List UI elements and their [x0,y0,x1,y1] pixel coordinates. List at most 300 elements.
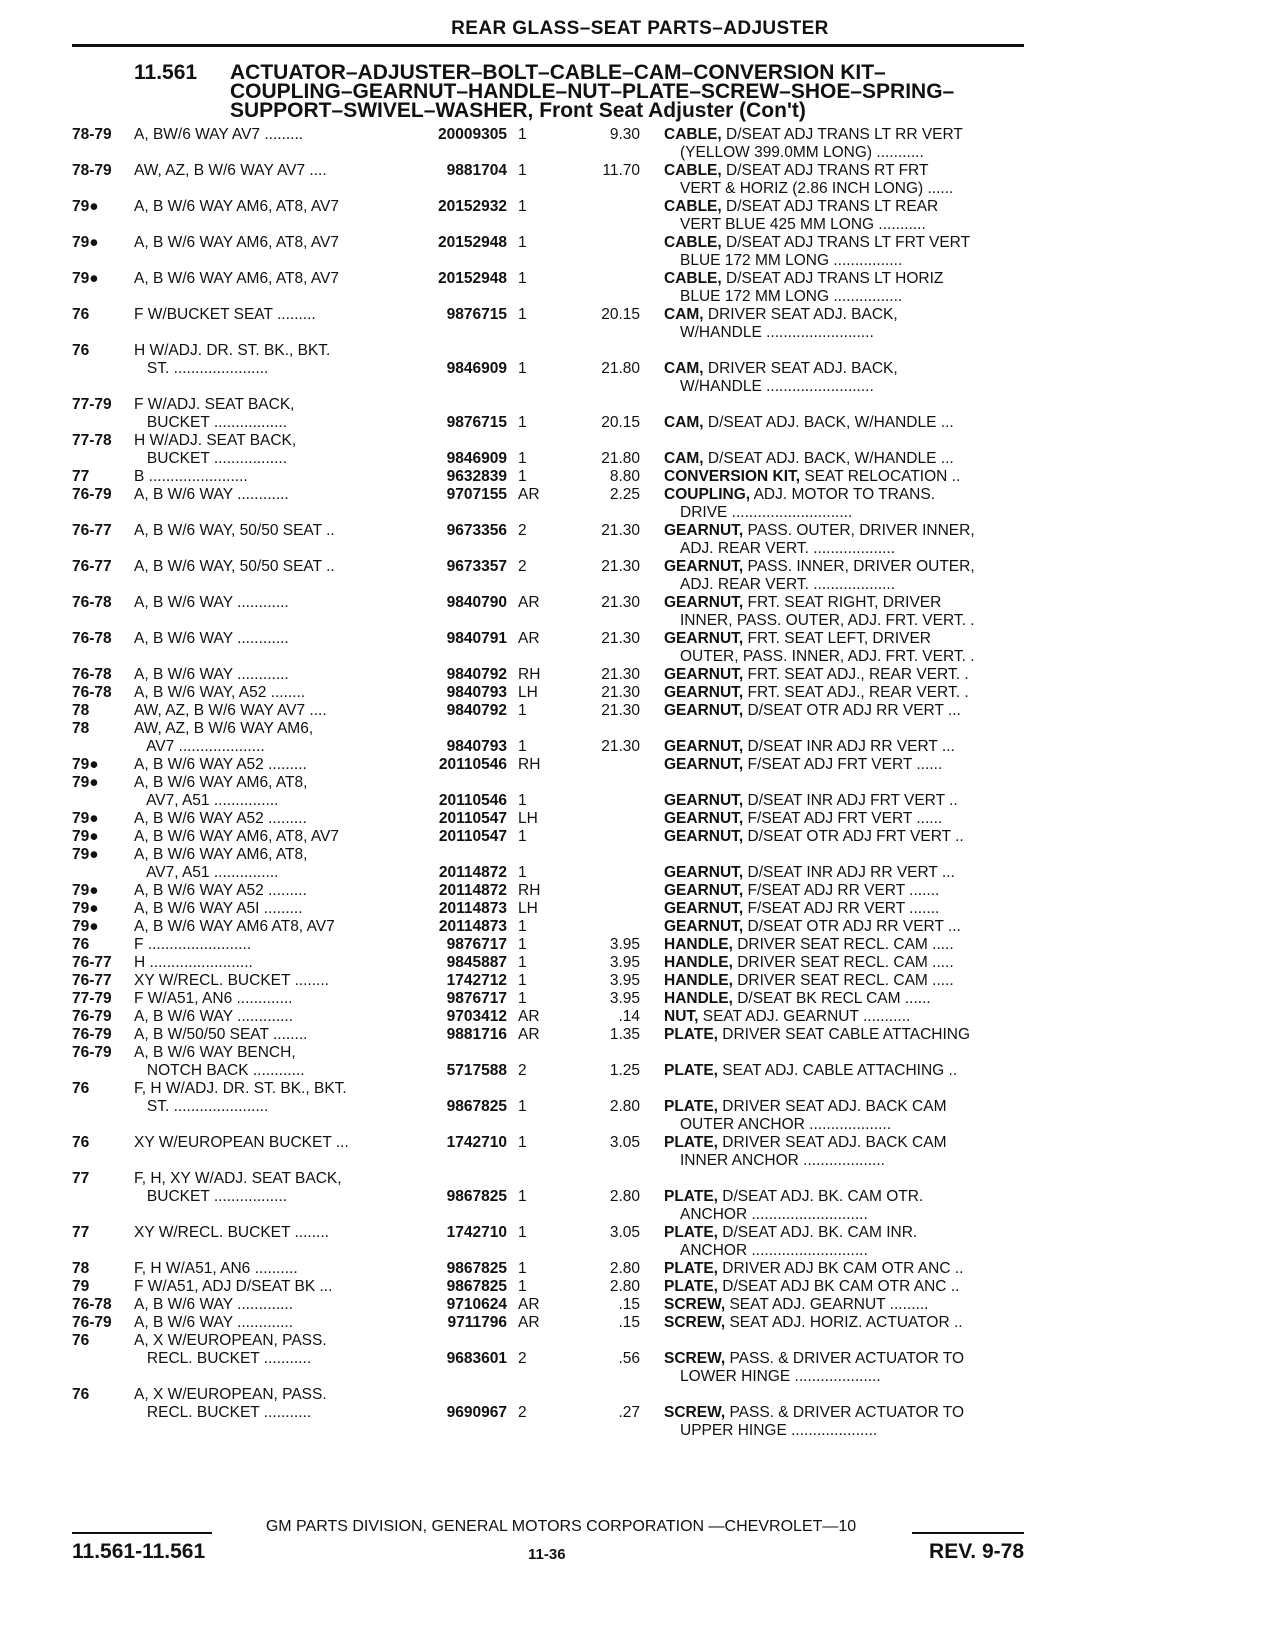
part-number: 9840793 [446,738,507,755]
model-application: H W/ADJ. DR. ST. BK., BKT. [134,342,331,359]
price: 1.25 [609,1062,640,1079]
price: 21.30 [601,558,640,575]
model-application: F, H W/ADJ. DR. ST. BK., BKT. [134,1080,347,1097]
model-year: 76 [72,1080,90,1097]
part-number: 9867825 [446,1188,507,1205]
part-name: CABLE, [664,234,722,251]
part-number: 20009305 [438,126,507,143]
model-year: 77-79 [72,396,112,413]
part-description-text: SEAT ADJ. GEARNUT ......... [725,1296,929,1313]
quantity: 1 [518,1224,527,1241]
part-number: 9840791 [446,630,507,647]
part-description-text: DRIVER SEAT RECL. CAM ..... [732,936,954,953]
part-number: 9876717 [446,936,507,953]
part-description-cont: UPPER HINGE .................... [680,1422,878,1439]
model-application-cont: AV7, A51 ............... [134,792,279,809]
part-description-text: DRIVER SEAT RECL. CAM ..... [732,972,954,989]
part-number: 20110547 [438,810,507,827]
part-description-text: D/SEAT ADJ TRANS LT RR VERT [721,126,963,143]
model-year: 78 [72,702,90,719]
part-description-text: F/SEAT ADJ FRT VERT ...... [743,756,943,773]
part-description [664,936,1026,955]
price: 20.15 [601,414,640,431]
table-row [0,828,1280,846]
part-description [664,1350,1026,1369]
quantity: 2 [518,1404,527,1421]
price: 2.80 [609,1260,640,1277]
section-number: 11.561 [134,61,198,84]
part-name: GEARNUT, [664,900,744,917]
model-application: F W/A51, AN6 ............. [134,990,293,1007]
price: .15 [618,1296,640,1313]
part-name: GEARNUT, [664,558,744,575]
model-year: 76-79 [72,1044,112,1061]
table-row [0,1026,1280,1044]
price: 8.80 [609,468,640,485]
table-row [0,666,1280,684]
model-year: 76-79 [72,1026,112,1043]
part-description-cont: INNER, PASS. OUTER, ADJ. FRT. VERT. . [680,612,975,629]
part-number: 9876715 [446,306,507,323]
part-number: 5717588 [446,1062,507,1079]
part-name: HANDLE, [664,936,733,953]
part-description-text: FRT. SEAT LEFT, DRIVER [743,630,931,647]
part-description-text: D/SEAT ADJ TRANS LT REAR [721,198,939,215]
table-row [0,558,1280,594]
quantity: 1 [518,1098,527,1115]
part-description-text: D/SEAT ADJ. BACK, W/HANDLE ... [703,414,954,431]
model-year: 76-77 [72,972,112,989]
part-number: 20114872 [438,864,507,881]
model-application: A, B W/6 WAY ............ [134,486,289,503]
quantity: LH [518,810,538,827]
part-name: GEARNUT, [664,756,744,773]
table-row [0,1044,1280,1080]
price: 21.30 [601,738,640,755]
model-application: A, B W/6 WAY AM6 AT8, AV7 [134,918,335,935]
part-number: 9846909 [446,450,507,467]
model-year: 78 [72,1260,90,1277]
price: 2.25 [609,486,640,503]
model-year: 79● [72,918,99,935]
part-description-text: DRIVER SEAT ADJ. BACK CAM [717,1134,947,1151]
model-application: A, X W/EUROPEAN, PASS. [134,1386,327,1403]
part-description [664,450,1026,469]
quantity: 1 [518,1188,527,1205]
part-description-text: F/SEAT ADJ RR VERT ....... [743,900,940,917]
model-application-cont: BUCKET ................. [134,1188,288,1205]
part-description-text: SEAT RELOCATION .. [800,468,961,485]
model-application-cont: AV7, A51 ............... [134,864,279,881]
quantity: 1 [518,360,527,377]
price: .27 [618,1404,640,1421]
model-application: F ........................ [134,936,252,953]
part-number: 20114872 [438,882,507,899]
quantity: 1 [518,738,527,755]
part-description [664,1134,1026,1153]
part-name: NUT, [664,1008,699,1025]
page-header-title: REAR GLASS–SEAT PARTS–ADJUSTER [451,18,829,39]
part-description [664,558,1026,577]
part-description-text: PASS. & DRIVER ACTUATOR TO [725,1350,965,1367]
part-description-text: SEAT ADJ. HORIZ. ACTUATOR .. [725,1314,963,1331]
part-description [664,1404,1026,1423]
part-name: PLATE, [664,1134,718,1151]
table-row [0,846,1280,882]
part-number: 20152948 [438,270,507,287]
part-number: 9881704 [446,162,507,179]
quantity: AR [518,1314,540,1331]
part-description [664,738,1026,757]
model-year: 79● [72,774,99,791]
table-row [0,1170,1280,1224]
model-application: H W/ADJ. SEAT BACK, [134,432,297,449]
quantity: 1 [518,1134,527,1151]
part-name: GEARNUT, [664,828,744,845]
quantity: 1 [518,972,527,989]
price: 9.30 [609,126,640,143]
price: 2.80 [609,1188,640,1205]
part-number: 9710624 [446,1296,507,1313]
part-description [664,1224,1026,1243]
part-description [664,126,1026,145]
model-year: 79● [72,828,99,845]
part-number: 20152948 [438,234,507,251]
part-description-text: D/SEAT ADJ BK CAM OTR ANC .. [717,1278,960,1295]
part-description-text: DRIVER SEAT RECL. CAM ..... [732,954,954,971]
part-description-text: D/SEAT ADJ TRANS LT HORIZ [721,270,944,287]
part-description [664,918,1026,937]
price: 21.30 [601,666,640,683]
part-name: CABLE, [664,162,722,179]
model-year: 79● [72,234,99,251]
table-row [0,1386,1280,1440]
part-name: HANDLE, [664,990,733,1007]
table-row [0,486,1280,522]
model-year: 78-79 [72,162,112,179]
part-name: GEARNUT, [664,522,744,539]
part-description [664,1026,1026,1045]
part-description [664,900,1026,919]
part-description-cont: (YELLOW 399.0MM LONG) ........... [680,144,924,161]
model-year: 76-79 [72,1008,112,1025]
part-description [664,198,1026,217]
model-application: A, B W/50/50 SEAT ........ [134,1026,308,1043]
quantity: 1 [518,306,527,323]
footer-section-range: 11.561-11.561 [72,1540,206,1563]
model-application: A, B W/6 WAY ............. [134,1314,294,1331]
part-name: GEARNUT, [664,864,744,881]
part-description-text: FRT. SEAT ADJ., REAR VERT. . [743,666,969,683]
table-row [0,1278,1280,1296]
part-description [664,234,1026,253]
model-application: A, B W/6 WAY A52 ......... [134,756,307,773]
model-year: 79 [72,1278,90,1295]
price: 21.80 [601,360,640,377]
table-row [0,1008,1280,1026]
part-description-cont: ANCHOR ........................... [680,1206,868,1223]
part-description-text: D/SEAT ADJ TRANS RT FRT [721,162,929,179]
table-row [0,972,1280,990]
model-year: 76-78 [72,594,112,611]
part-description [664,1098,1026,1117]
part-description-text: D/SEAT INR ADJ RR VERT ... [743,738,955,755]
model-application: A, B W/6 WAY, A52 ........ [134,684,306,701]
part-number: 9707155 [446,486,507,503]
part-number: 1742710 [446,1134,507,1151]
model-year: 76 [72,342,90,359]
part-number: 20152932 [438,198,507,215]
part-description-text: FRT. SEAT RIGHT, DRIVER [743,594,942,611]
quantity: AR [518,630,540,647]
model-application: A, BW/6 WAY AV7 ......... [134,126,304,143]
price: 3.05 [609,1224,640,1241]
part-description [664,306,1026,325]
part-name: GEARNUT, [664,810,744,827]
part-description [664,486,1026,505]
part-description [664,1296,1026,1315]
model-year: 76-77 [72,522,112,539]
quantity: 2 [518,522,527,539]
part-description [664,1062,1026,1081]
part-name: PLATE, [664,1260,718,1277]
part-number: 9876715 [446,414,507,431]
part-description-text: D/SEAT ADJ. BK. CAM OTR. [717,1188,924,1205]
price: 3.95 [609,990,640,1007]
quantity: 1 [518,936,527,953]
part-description [664,162,1026,181]
model-application: A, B W/6 WAY ............. [134,1296,294,1313]
quantity: 1 [518,792,527,809]
part-description [664,594,1026,613]
part-description [664,630,1026,649]
model-year: 76 [72,306,90,323]
model-year: 79● [72,198,99,215]
part-description-text: D/SEAT ADJ. BK. CAM INR. [717,1224,918,1241]
part-name: CABLE, [664,198,722,215]
part-number: 1742710 [446,1224,507,1241]
part-number: 9840790 [446,594,507,611]
quantity: 2 [518,558,527,575]
section-title-line-1: ACTUATOR–ADJUSTER–BOLT–CABLE–CAM–CONVERSION KIT– [230,61,886,84]
part-description-text: D/SEAT OTR ADJ RR VERT ... [743,918,961,935]
part-description-text: F/SEAT ADJ RR VERT ....... [743,882,940,899]
part-description [664,756,1026,775]
table-row [0,1332,1280,1386]
model-application-cont: RECL. BUCKET ........... [134,1350,312,1367]
part-number: 9840792 [446,702,507,719]
quantity: 1 [518,126,527,143]
footer-rule-right [912,1532,1024,1534]
price: 21.30 [601,702,640,719]
part-description [664,1188,1026,1207]
table-row [0,270,1280,306]
part-name: PLATE, [664,1188,718,1205]
part-description-cont: VERT BLUE 425 MM LONG ........... [680,216,926,233]
model-application: A, B W/6 WAY ............ [134,666,289,683]
part-description [664,414,1026,433]
part-number: 9845887 [446,954,507,971]
part-description-cont: OUTER, PASS. INNER, ADJ. FRT. VERT. . [680,648,975,665]
part-description-cont: DRIVE ............................ [680,504,853,521]
model-application-cont: ST. ...................... [134,1098,269,1115]
table-row [0,990,1280,1008]
footer-page-number: 11-36 [528,1546,566,1563]
model-application: A, B W/6 WAY AM6, AT8, AV7 [134,828,340,845]
quantity: RH [518,666,541,683]
part-description [664,270,1026,289]
part-description [664,684,1026,703]
table-row [0,1314,1280,1332]
model-application: A, B W/6 WAY AM6, AT8, [134,846,308,863]
part-number: 20114873 [438,918,507,935]
part-number: 20110546 [438,756,507,773]
part-number: 9867825 [446,1260,507,1277]
model-application: F, H, XY W/ADJ. SEAT BACK, [134,1170,342,1187]
part-description [664,702,1026,721]
part-name: CABLE, [664,270,722,287]
part-name: HANDLE, [664,972,733,989]
quantity: LH [518,684,538,701]
price: 11.70 [602,162,640,179]
price: .14 [618,1008,640,1025]
model-year: 79● [72,270,99,287]
model-application: A, B W/6 WAY ............ [134,594,289,611]
quantity: 2 [518,1350,527,1367]
part-name: CONVERSION KIT, [664,468,801,485]
model-application: A, B W/6 WAY A5I ......... [134,900,303,917]
part-description [664,468,1026,487]
footer-rule-left [72,1532,212,1534]
table-row [0,756,1280,774]
price: 2.80 [609,1098,640,1115]
model-year: 79● [72,882,99,899]
part-description-cont: BLUE 172 MM LONG ................ [680,288,903,305]
table-row [0,1134,1280,1170]
part-number: 20110546 [438,792,507,809]
model-application: A, B W/6 WAY AM6, AT8, AV7 [134,270,340,287]
part-description-cont: ANCHOR ........................... [680,1242,868,1259]
quantity: 1 [518,828,527,845]
quantity: 1 [518,450,527,467]
model-year: 78 [72,720,90,737]
table-row [0,810,1280,828]
model-application: XY W/RECL. BUCKET ........ [134,1224,329,1241]
quantity: AR [518,1008,540,1025]
price: 20.15 [601,306,640,323]
part-description-text: SEAT ADJ. CABLE ATTACHING .. [717,1062,958,1079]
part-name: PLATE, [664,1224,718,1241]
part-description-text: D/SEAT ADJ. BACK, W/HANDLE ... [703,450,954,467]
model-application-cont: AV7 .................... [134,738,265,755]
price: .56 [618,1350,640,1367]
part-description-text: F/SEAT ADJ FRT VERT ...... [743,810,943,827]
part-name: SCREW, [664,1404,726,1421]
model-application: A, B W/6 WAY AM6, AT8, AV7 [134,234,340,251]
part-description-cont: ADJ. REAR VERT. ................... [680,576,896,593]
part-description-text: DRIVER ADJ BK CAM OTR ANC .. [717,1260,964,1277]
table-row [0,630,1280,666]
part-number: 1742712 [446,972,507,989]
quantity: AR [518,486,540,503]
model-year: 77-79 [72,990,112,1007]
part-description-cont: OUTER ANCHOR ................... [680,1116,891,1133]
quantity: 1 [518,954,527,971]
part-description [664,864,1026,883]
part-number: 9881716 [446,1026,507,1043]
quantity: 1 [518,1278,527,1295]
price: 21.30 [601,630,640,647]
quantity: RH [518,882,541,899]
model-application: AW, AZ, B W/6 WAY AV7 .... [134,162,327,179]
quantity: 2 [518,1062,527,1079]
model-year: 76-77 [72,558,112,575]
model-application-cont: BUCKET ................. [134,450,288,467]
price: 3.95 [609,972,640,989]
price: 3.95 [609,936,640,953]
part-description [664,1278,1026,1297]
model-year: 77-78 [72,432,112,449]
part-description [664,1260,1026,1279]
part-description-text: PASS. OUTER, DRIVER INNER, [743,522,975,539]
part-number: 9840793 [446,684,507,701]
model-application: AW, AZ, B W/6 WAY AV7 .... [134,702,327,719]
quantity: 1 [518,468,527,485]
model-year: 78-79 [72,126,112,143]
quantity: 1 [518,162,527,179]
part-description [664,360,1026,379]
part-description [664,792,1026,811]
part-description-text: DRIVER SEAT CABLE ATTACHING [717,1026,971,1043]
part-description [664,1008,1026,1027]
footer-revision: REV. 9-78 [929,1540,1024,1563]
quantity: AR [518,1026,540,1043]
quantity: LH [518,900,538,917]
part-description-cont: LOWER HINGE .................... [680,1368,881,1385]
part-number: 9867825 [446,1098,507,1115]
model-application: F W/ADJ. SEAT BACK, [134,396,295,413]
table-row [0,1296,1280,1314]
table-row [0,882,1280,900]
table-row [0,468,1280,486]
model-application: B ....................... [134,468,248,485]
part-description-text: DRIVER SEAT ADJ. BACK, [703,306,898,323]
table-row [0,234,1280,270]
model-year: 76-77 [72,954,112,971]
part-number: 9846909 [446,360,507,377]
part-description [664,1314,1026,1333]
part-description-text: DRIVER SEAT ADJ. BACK, [703,360,898,377]
part-description [664,522,1026,541]
table-row [0,720,1280,756]
price: 2.80 [609,1278,640,1295]
part-number: 9840792 [446,666,507,683]
model-application: XY W/EUROPEAN BUCKET ... [134,1134,349,1151]
table-row [0,900,1280,918]
table-row [0,162,1280,198]
table-row [0,306,1280,342]
part-name: SCREW, [664,1350,726,1367]
part-description-text: SEAT ADJ. GEARNUT ........... [698,1008,911,1025]
part-description-cont: BLUE 172 MM LONG ................ [680,252,903,269]
part-description-text: D/SEAT INR ADJ FRT VERT .. [743,792,958,809]
table-row [0,594,1280,630]
part-description-text: D/SEAT OTR ADJ RR VERT ... [743,702,961,719]
part-description-text: D/SEAT INR ADJ RR VERT ... [743,864,955,881]
table-row [0,126,1280,162]
model-application: A, B W/6 WAY AM6, AT8, [134,774,308,791]
part-description-cont: W/HANDLE ......................... [680,324,874,341]
